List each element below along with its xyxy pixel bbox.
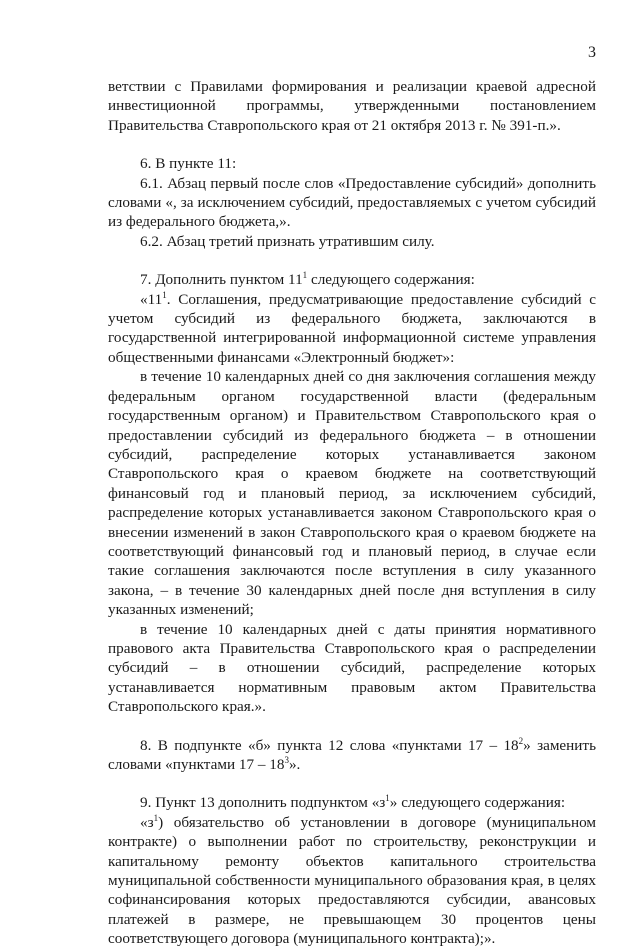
paragraph-subitem-z1 [108,813,596,949]
item-11-1-text-end: . Соглашения, предусматривающие предоставление субсидий с учетом субсидий из федерального бюджета, заключаются в государственной интегрированной информационной системе управления общественными финансами «Электронный бюджет»: [108,290,596,366]
item-8-text-middle: » заменить словами «пунктами 17 – 18 [108,736,596,773]
item-9-text-start: 9. Пункт 13 дополнить подпунктом «з [140,794,386,812]
item-9-superscript: 1 [385,793,390,804]
paragraph-regional-act: в течение 10 календарных дней с даты принятия нормативного правового акта Правительства Ставропольского края о распределении субсидий – в отношении субсидий, распределение которых устанавливается нормативным правовым актом Правительства Ставропольского края.». [108,620,596,716]
paragraph-federal-agreement: в течение 10 календарных дней со дня заключения соглашения между федеральным органом государственной власти (федеральным государственным органом) и Правительством Ставропольского края о предоставлении субсидий из федерального бюджета – в отношении субсидий, распределение которых устанавливается законом Ставропольского края о краевом бюджете на соответствующий финансовый год и плановый период, за исключением субсидий, распределение которых устанавливается законом Ставропольского края о внесении изменений в закон Ставропольского края о краевом бюджете на соответствующий финансовый год и плановый период, в случае если такие соглашения заключаются после вступления в силу указанного закона, – в течение 30 календарных дней после дня вступления в силу указанных изменений; [108,368,596,619]
paragraph-item-7 [108,270,596,289]
subitem-z1-text-end: ) обязательство об установлении в договоре (муниципальном контракте) о выполнении работ по строительству, реконструкции и капитальному ремонту объектов капитального строительства муниципальной собственности муниципального образования края, в целях софинансирования которых предоставляются субсидии, авансовых платежей в размере, не превышающем 30 процентов цены соответствующего договора (муниципального контракта);». [108,813,596,948]
paragraph-continuation: ветствии с Правилами формирования и реализации краевой адресной инвестиционной программы, утвержденными постановлением Правительства Ставропольского края от 21 октября 2013 г. № 391-п.». [108,78,596,134]
paragraph-item-6-2: 6.2. Абзац третий признать утратившим силу. [140,232,435,250]
item-8-text-end: ». [288,756,301,773]
subitem-z1-text-start: «з [140,813,154,831]
item-7-text-end: следующего содержания: [307,271,475,289]
paragraph-item-11-1 [108,290,596,368]
item-8-superscript-1: 2 [518,735,524,746]
paragraph-item-6: 6. В пункте 11: [140,155,237,173]
page-number: 3 [588,44,596,61]
paragraph-item-9 [108,793,596,812]
item-8-text-start: 8. В подпункте «б» пункта 12 слова «пунктами 17 – 18 [140,736,519,754]
item-8-superscript-2: 3 [284,755,289,765]
item-9-text-end: » следующего содержания: [389,794,566,812]
item-11-1-text-start: «11 [140,290,163,308]
paragraph-item-6-1: 6.1. Абзац первый после слов «Предоставление субсидий» дополнить словами «, за исключением субсидий, предоставляемых с учетом субсидий из федерального бюджета,». [108,174,596,231]
item-7-text-start: 7. Дополнить пунктом 11 [140,271,303,289]
subitem-z1-superscript: 1 [153,812,159,823]
document-body [108,77,596,949]
paragraph-item-8 [108,736,596,775]
item-11-1-superscript: 1 [162,289,167,300]
item-7-superscript: 1 [302,270,308,281]
